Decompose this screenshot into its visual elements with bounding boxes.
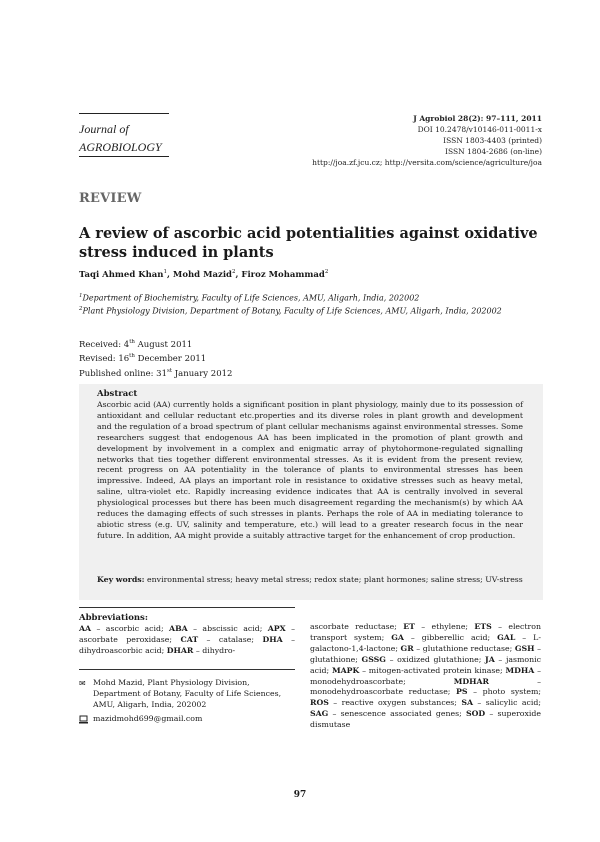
published-month-year: January 2012: [172, 368, 233, 379]
journal-name-line2: AGROBIOLOGY: [79, 140, 162, 154]
abbr-def: – photo system;: [467, 687, 541, 697]
abbr-def: – mitogen-activated protein kinase;: [359, 665, 506, 675]
revised-date: [79, 351, 232, 365]
issn-online: ISSN 1804-2686 (on-line): [445, 147, 542, 156]
section-label: REVIEW: [79, 191, 142, 206]
abbr-term: SA: [461, 698, 474, 708]
article-title: A review of ascorbic acid potentialities against oxidative stress induced in plants: [79, 225, 538, 261]
received-date: [79, 337, 232, 351]
abbr-term: ETS: [474, 622, 492, 631]
affiliation-number: 1: [79, 293, 83, 299]
abbr-def: – ascorbic acid;: [91, 624, 170, 633]
issn-print: ISSN 1803-4403 (printed): [443, 136, 542, 145]
abbreviations-left-column: [79, 624, 295, 657]
abbr-term: ET: [403, 622, 415, 631]
abbr-term: SOD: [465, 709, 486, 719]
abbr-def: – monodehydroascorbate;: [310, 665, 541, 686]
abbr-def: – salicylic acid;: [473, 698, 542, 708]
abbr-term: APX: [267, 624, 286, 633]
published-suffix-sup: st: [167, 367, 173, 374]
abbr-term: GSH: [514, 643, 535, 653]
correspondence: [79, 678, 295, 725]
computer-icon: [79, 715, 88, 728]
affiliation-2: [79, 304, 541, 317]
abbr-def: – oxidized glutathione;: [385, 654, 486, 664]
author-name: Mohd Mazid: [172, 269, 232, 280]
correspondence-email[interactable]: [79, 714, 295, 725]
abbr-term: ROS: [310, 698, 329, 708]
abbr-def: ascorbate reductase;: [310, 622, 404, 631]
abbr-term: MDHAR: [453, 676, 490, 686]
revised-prefix: Revised: 16: [79, 354, 130, 365]
abbr-term: GSSG: [361, 654, 386, 664]
author-separator: ,: [167, 269, 173, 280]
page-number: 97: [293, 790, 307, 800]
keywords-label: Key words:: [97, 575, 145, 584]
affiliation-text: Department of Biochemistry, Faculty of Life Sciences, AMU, Aligarh, India, 202002: [82, 293, 420, 303]
abbr-term: SAG: [310, 709, 329, 719]
abbr-term: GR: [400, 643, 414, 653]
abbr-def: – electron transport system;: [310, 622, 541, 642]
revised-suffix-sup: th: [129, 353, 135, 360]
abbr-def: – dihydroascorbic acid;: [79, 634, 295, 655]
keywords: [97, 575, 523, 586]
author-name: Firoz Mohammad: [241, 269, 325, 280]
contact-top-rule: [79, 669, 295, 670]
abbr-def: – catalase;: [198, 634, 263, 644]
abbr-term: MDHA: [505, 665, 535, 675]
email-link[interactable]: mazidmohd699@gmail.com: [93, 713, 203, 723]
abbreviations-top-rule: [79, 607, 295, 608]
received-suffix-sup: th: [129, 339, 135, 345]
abbr-def: – abscissic acid;: [187, 624, 268, 633]
abbr-def: – jasmonic acid;: [310, 654, 541, 675]
article-dates: [79, 337, 232, 380]
abbr-def: – ascorbate peroxidase;: [79, 624, 295, 644]
abbr-def: – superoxide dismutase: [310, 709, 541, 730]
author-affiliation-marker: 2: [232, 269, 236, 275]
abbr-term: JA: [485, 654, 495, 664]
abbr-term: GAL: [497, 632, 516, 642]
abbr-def: – monodehydroascorbate reductase;: [310, 676, 541, 697]
journal-name-line1: Journal of: [79, 122, 129, 136]
abbr-def: – gibberellic acid;: [403, 632, 498, 642]
keywords-text: environmental stress; heavy metal stress; redox state; plant hormones; saline stress; UV-stress: [144, 575, 523, 584]
citation: J Agrobiol 28(2): 97–111, 2011: [413, 114, 542, 123]
affiliation-1: [79, 291, 541, 304]
journal-logo-box: [79, 113, 169, 157]
abbr-term: AA: [79, 624, 92, 633]
address-text: Mohd Mazid, Plant Physiology Division, Department of Botany, Faculty of Life Sciences, AMU, Aligarh, India, 202002: [93, 678, 282, 709]
abbr-term: CAT: [180, 634, 199, 644]
author-name: Taqi Ahmed Khan: [79, 269, 164, 280]
author-list: [79, 269, 328, 280]
affiliations: [79, 291, 541, 317]
author-separator: ,: [235, 269, 242, 280]
abbr-term: DHA: [262, 634, 283, 644]
abbr-term: PS: [456, 687, 468, 697]
journal-name: [79, 120, 162, 156]
received-prefix: Received: 4: [79, 339, 130, 350]
journal-urls[interactable]: http://joa.zf.jcu.cz; http://versita.com/science/agriculture/joa: [312, 158, 542, 167]
affiliation-text: Plant Physiology Division, Department of Botany, Faculty of Life Sciences, AMU, Aligarh, India, 202002: [82, 306, 502, 316]
abbr-def: – dihydro-: [193, 645, 236, 655]
doi: DOI 10.2478/v10146-011-0011-x: [417, 125, 542, 134]
envelope-icon: ✉: [79, 679, 86, 688]
abbr-def: – reactive oxygen substances;: [328, 698, 462, 708]
abbr-def: – L-galactono-1,4-lactone;: [310, 632, 541, 653]
revised-month-year: December 2011: [134, 354, 207, 365]
published-date: [79, 366, 232, 380]
correspondence-address: [79, 678, 295, 711]
author-affiliation-marker: 2: [324, 269, 329, 275]
abbr-def: – glutathione reductase;: [413, 643, 515, 653]
abstract-heading: Abstract: [97, 389, 138, 399]
abbr-def: – ethylene;: [414, 622, 475, 631]
abbr-def: – glutathione;: [310, 643, 541, 664]
abbr-term: GA: [391, 632, 404, 642]
abbreviations-heading: Abbreviations:: [79, 613, 148, 623]
abbr-term: DHAR: [166, 645, 194, 655]
abbreviations-right-column: [310, 622, 541, 731]
published-prefix: Published online: 31: [79, 368, 167, 379]
author-affiliation-marker: 1: [163, 269, 167, 275]
abbr-term: ABA: [169, 624, 188, 633]
abstract-text: Ascorbic acid (AA) currently holds a significant position in plant physiology, mainly due to its possession of antioxidant and cellular reductant etc.properties and its diverse roles in plant growth and development and the regulation of a broad spectrum of plant cellular mechanisms against environmental stresses. Some researchers suggest that endogenous AA has been implicated in the promotion of plant growth and development by involvement in a complex and enigmatic array of phytohormone-regulated signalling networks that ties together different environmental stresses. As it is evident from the present review, recent progress on AA potentiality in the tolerance of plants to environmental stresses has been impressive. Indeed, AA plays an important role in resistance to oxidative stresses such as heavy metal, saline, ultra-violet etc. Rapidly increasing evidence indicates that AA is centrally involved in several physiological processes but there has been much disagreement regarding the mechanism(s) by which AA reduces the damaging effects of such stresses in plants. Perhaps the role of AA in mediating tolerance to abiotic stress (e.g. UV, salinity and temperature, etc.) will lead to a greater research focus in the near future. In addition, AA might provide a suitably attractive target for the enhancement of crop production.: [97, 400, 523, 540]
abbr-def: – senescence associated genes;: [328, 709, 466, 719]
abbr-term: MAPK: [331, 665, 360, 675]
affiliation-number: 2: [79, 306, 83, 313]
article-meta: [312, 113, 542, 168]
received-month-year: August 2011: [134, 339, 193, 350]
